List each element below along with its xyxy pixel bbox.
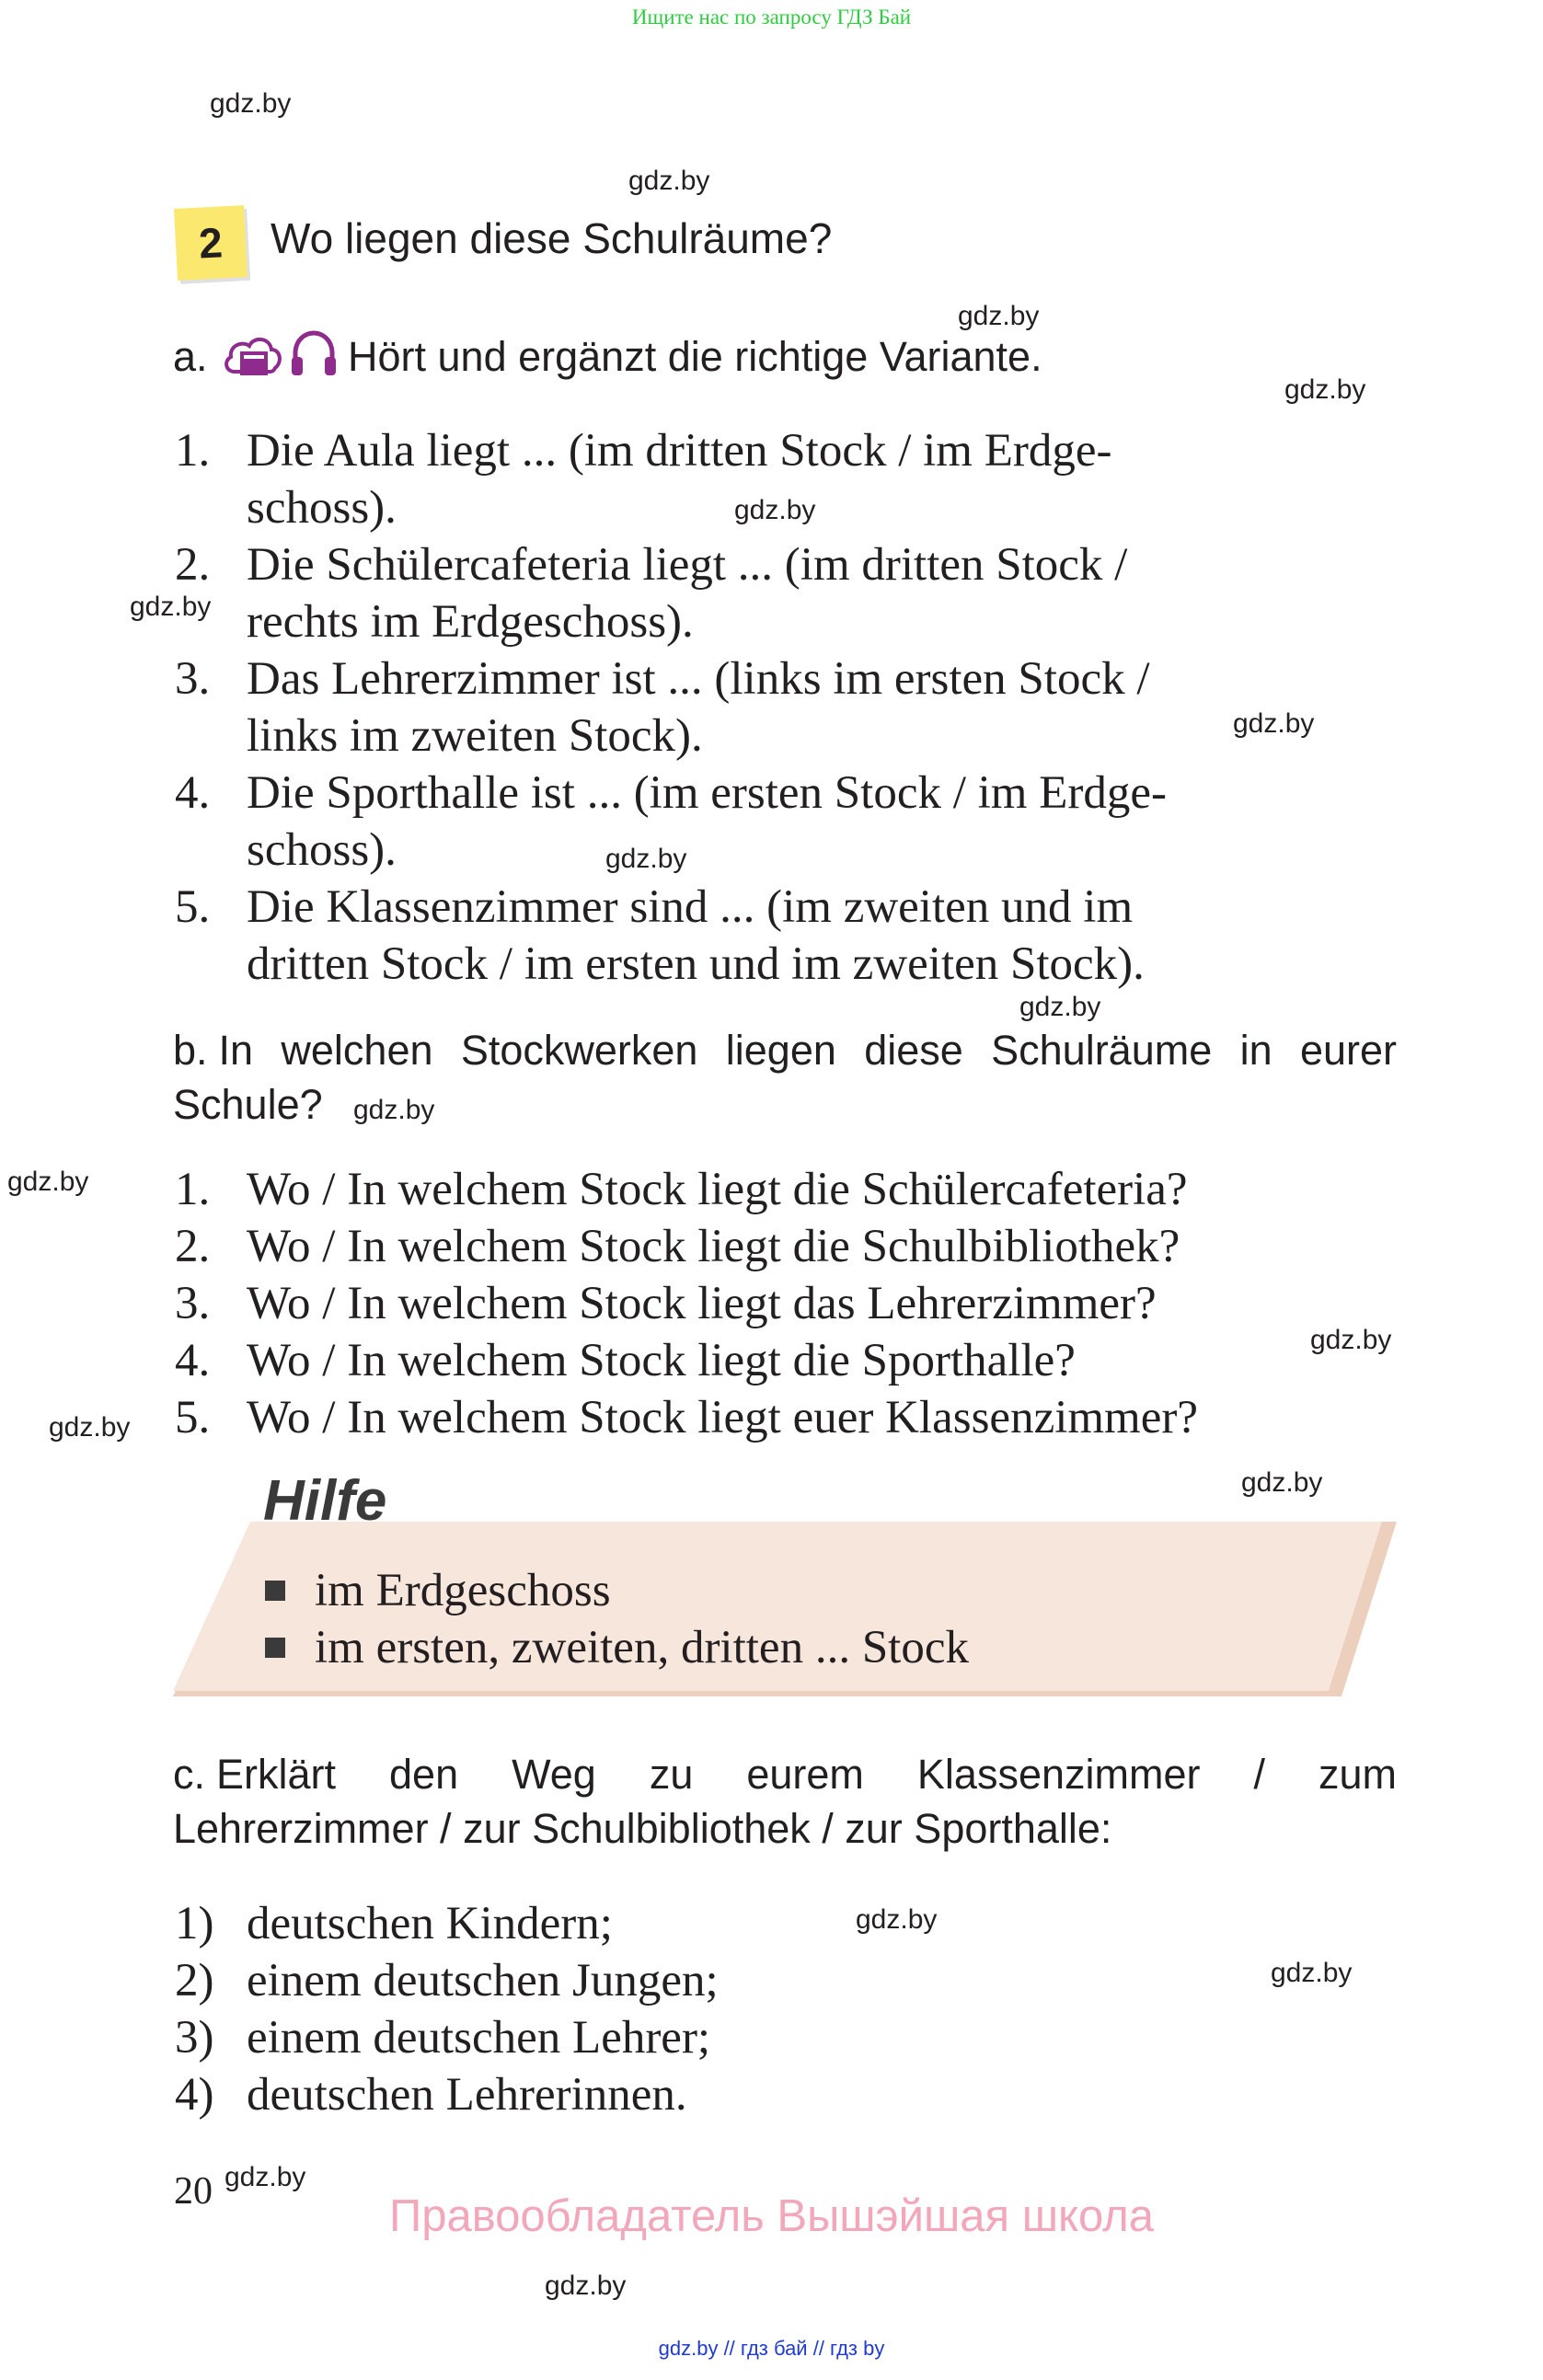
list-item: [175, 1952, 1399, 2009]
item-text: Die Klassenzimmer sind ... (im zweiten und im: [247, 881, 1134, 933]
item-number: 5.: [175, 1392, 211, 1443]
watermark: gdz.by: [856, 1904, 938, 1935]
item-text: einem deutschen Lehrer;: [247, 2012, 711, 2064]
part-b-list: [175, 1161, 1399, 1446]
part-c-label: c.: [173, 1751, 206, 1798]
item-number: 3.: [175, 1278, 211, 1329]
hilfe-item: [265, 1562, 611, 1619]
item-text: einem deutschen Jungen;: [247, 1955, 719, 2006]
watermark: gdz.by: [1284, 374, 1366, 405]
item-number: 3): [175, 2012, 214, 2064]
item-text: links im zweiten Stock).: [247, 710, 703, 762]
list-item: [175, 1218, 1399, 1275]
item-text: Das Lehrerzimmer ist ... (links im ersten Stock /: [247, 653, 1150, 705]
bullet-icon: [265, 1581, 285, 1601]
watermark: gdz.by: [7, 1167, 89, 1197]
item-number: 2): [175, 1955, 214, 2006]
list-item-continuation: [175, 822, 1399, 879]
workbook-cloud-icon: [222, 331, 282, 381]
item-text: Die Schülercafeteria liegt ... (im dritten Stock /: [247, 539, 1128, 591]
item-number: 1.: [175, 1164, 211, 1215]
watermark: gdz.by: [1310, 1325, 1392, 1355]
part-c-list: [175, 1895, 1399, 2123]
search-hint: Ищите нас по запросу ГДЗ Бай: [631, 6, 912, 29]
watermark: gdz.by: [1241, 1467, 1323, 1498]
watermark: gdz.by: [130, 592, 212, 622]
item-text: deutschen Kindern;: [247, 1898, 613, 1949]
list-item-continuation: [175, 593, 1399, 650]
watermark: gdz.by: [225, 2162, 306, 2192]
hilfe-item-text: im ersten, zweiten, dritten ... Stock: [315, 1622, 969, 1673]
item-text: Die Aula liegt ... (im dritten Stock / im Erdge-: [247, 425, 1112, 477]
watermark: gdz.by: [210, 88, 292, 119]
part-a-instruction: Hört und ergänzt die richtige Variante.: [348, 333, 1042, 380]
item-number: 2.: [175, 1221, 211, 1272]
item-text: Wo / In welchem Stock liegt euer Klassenzimmer?: [247, 1392, 1198, 1443]
watermark: gdz.by: [1233, 708, 1315, 739]
list-item: [175, 650, 1399, 707]
part-c-line1: Erklärt den Weg zu eurem Klassenzimmer / zum: [216, 1751, 1397, 1798]
list-item-continuation: [175, 707, 1399, 765]
item-number: 2.: [175, 539, 211, 591]
item-number: 4.: [175, 1335, 211, 1386]
list-item: [175, 1895, 1399, 1952]
watermark: gdz.by: [605, 844, 687, 874]
watermark: gdz.by: [734, 495, 816, 525]
watermark: gdz.by: [628, 166, 710, 196]
item-number: 3.: [175, 653, 211, 705]
part-b-label: b.: [173, 1027, 208, 1074]
list-item: [175, 1389, 1399, 1446]
hilfe-item-text: im Erdgeschoss: [315, 1565, 611, 1616]
part-a-list: [175, 422, 1399, 993]
watermark: gdz.by: [49, 1412, 131, 1443]
item-text: deutschen Lehrerinnen.: [247, 2069, 687, 2121]
item-text: dritten Stock / im ersten und im zweiten Stock).: [247, 938, 1145, 990]
part-c-heading: [173, 1751, 1397, 1799]
watermark: gdz.by: [353, 1095, 435, 1125]
watermark: gdz.by: [545, 2271, 627, 2301]
part-a-label: a.: [173, 333, 208, 380]
list-item: [175, 765, 1399, 822]
item-text: Wo / In welchem Stock liegt das Lehrerzimmer?: [247, 1278, 1157, 1329]
item-number: 1): [175, 1898, 214, 1949]
item-text: Wo / In welchem Stock liegt die Schülercafeteria?: [247, 1164, 1188, 1215]
item-number: 4.: [175, 767, 211, 819]
list-item: [175, 1332, 1399, 1389]
part-b-line1: In welchen Stockwerken liegen diese Schulräume in eurer: [218, 1027, 1397, 1074]
hilfe-title: Hilfe: [263, 1469, 387, 1533]
task-number-badge: 2: [174, 205, 248, 281]
list-item: [175, 1161, 1399, 1218]
item-text: Wo / In welchem Stock liegt die Sporthalle?: [247, 1335, 1076, 1386]
part-b-line2: Schule?: [173, 1081, 323, 1128]
watermark: gdz.by: [1019, 992, 1101, 1022]
item-number: 1.: [175, 425, 211, 477]
watermark: gdz.by: [1271, 1958, 1353, 1988]
item-text: schoss).: [247, 482, 397, 534]
part-c-line2: Lehrerzimmer / zur Schulbibliothek / zur Sporthalle:: [173, 1805, 1112, 1852]
item-text: schoss).: [247, 824, 397, 876]
list-item: [175, 879, 1399, 936]
list-item: [175, 422, 1399, 479]
hilfe-item: [265, 1619, 969, 1676]
task-title: Wo liegen diese Schulräume?: [271, 214, 833, 262]
list-item: [175, 536, 1399, 593]
list-item-continuation: [175, 936, 1399, 993]
part-b-heading: [173, 1027, 1397, 1075]
list-item: [175, 1275, 1399, 1332]
item-number: 4): [175, 2069, 214, 2121]
list-item-continuation: [175, 479, 1399, 536]
item-text: Die Sporthalle ist ... (im ersten Stock / im Erdge-: [247, 767, 1167, 819]
copyright-notice: Правообладатель Вышэйшая школа: [388, 2191, 1155, 2241]
page-number: 20: [174, 2170, 213, 2213]
bullet-icon: [265, 1638, 285, 1658]
headphones-icon: [290, 329, 338, 379]
watermark: gdz.by: [958, 301, 1040, 331]
list-item: [175, 2009, 1399, 2066]
footer-links[interactable]: gdz.by // гдз бай // гдз by: [658, 2337, 885, 2360]
item-text: Wo / In welchem Stock liegt die Schulbibliothek?: [247, 1221, 1180, 1272]
list-item: [175, 2066, 1399, 2123]
item-number: 5.: [175, 881, 211, 933]
item-text: rechts im Erdgeschoss).: [247, 596, 694, 648]
